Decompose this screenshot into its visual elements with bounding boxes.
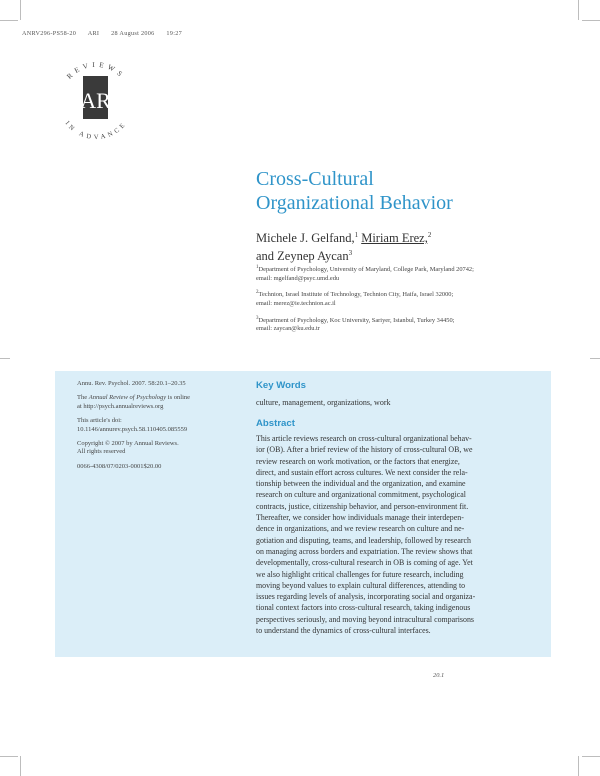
page-number: 20.1 — [433, 672, 445, 679]
online-journal: Annual Review of Psychology — [88, 394, 167, 402]
title-line-2: Organizational Behavior — [256, 192, 453, 214]
online-url[interactable]: at http://psych.annualreviews.org — [77, 402, 164, 410]
affiliations — [256, 264, 556, 340]
abstract-line: perspectives seriously, and moving beyond intracultural comparisons — [256, 614, 474, 624]
run-date: 28 August 2006 — [111, 30, 155, 37]
abstract-line: Thereafter, we consider how individuals manage their interdepen- — [256, 513, 464, 523]
abstract-line: tionship between the individual and the organization, and examine — [256, 479, 466, 489]
abstract-line: issues regarding levels of analysis, incorporating social and organiza- — [256, 592, 476, 602]
copyright-block — [77, 440, 227, 457]
affiliation-3 — [256, 315, 556, 334]
author-2-link[interactable]: Miriam Erez, — [361, 231, 428, 246]
abstract-line: review research on work motivation, or the factors that energize, — [256, 456, 460, 466]
abstract-line: to understand the dynamics of cross-cultural interfaces. — [256, 626, 431, 636]
svg-text:IN ADVANCE — [64, 120, 129, 141]
author-1: Michele J. Gelfand, — [256, 231, 355, 246]
publication-meta — [77, 380, 227, 477]
online-suffix: is online — [166, 394, 191, 402]
keywords-heading: Key Words — [256, 380, 306, 391]
abstract-line: research on culture and organizational commitment, psychological — [256, 490, 466, 500]
author-1-affil: 1 — [354, 231, 359, 239]
rights: All rights reserved — [77, 448, 126, 456]
abstract-line: developmentally, cross-cultural research in OB is coming of age. Yet — [256, 558, 473, 568]
author-3-affil: 3 — [348, 249, 353, 258]
affiliation-email: email: merez@ie.technion.ac.il — [256, 300, 336, 308]
article-title — [256, 167, 556, 215]
affiliation-text: Department of Psychology, University of Maryland, College Park, Maryland 20742; — [258, 266, 474, 274]
abstract-line: moving beyond values to explain cultural differences, attending to — [256, 580, 466, 590]
crop-mark — [0, 358, 10, 359]
reviews-in-advance-logo — [52, 55, 140, 143]
author-2-affil: 2 — [427, 231, 432, 239]
affiliation-text: Department of Psychology, Koc University, Sariyer, Istanbul, Turkey 34450; — [258, 316, 455, 324]
crop-mark — [0, 20, 18, 21]
crop-mark — [0, 756, 18, 757]
doi-block — [77, 417, 227, 434]
article-code: ANRV296-PS58-20 — [22, 30, 77, 37]
affiliation-email: email: zaycan@ku.edu.tr — [256, 325, 320, 333]
crop-mark — [578, 756, 579, 776]
abstract-line: ior (OB). After a brief review of the history of cross-cultural OB, we — [256, 445, 473, 455]
running-head — [22, 30, 192, 37]
affiliation-mark: 3 — [256, 315, 259, 321]
affiliation-email: email: mgelfand@psyc.umd.edu — [256, 274, 340, 282]
abstract-line: tional context factors into cross-cultural research, taking indigenous — [256, 603, 471, 613]
affiliation-1 — [256, 264, 556, 283]
logo-top-text: REVIEWS — [65, 60, 127, 81]
citation: Annu. Rev. Psychol. 2007. 58:20.1–20.35 — [77, 380, 186, 387]
abstract-heading: Abstract — [256, 418, 295, 429]
crop-mark — [20, 756, 21, 776]
abstract-line: gotiation and disputing, teams, and leadership, followed by research — [256, 535, 471, 545]
abstract-line: we also highlight critical challenges for future research, including — [256, 569, 464, 579]
abstract-line: on managing across borders and expatriation. The review shows that — [256, 546, 473, 556]
abstract-text — [256, 433, 506, 636]
author-3: and Zeynep Aycan — [256, 249, 349, 264]
crop-mark — [578, 0, 579, 20]
logo-letters: AR — [80, 88, 111, 113]
affiliation-text: Technion, Israel Institute of Technology, Technion City, Haifa, Israel 32000; — [258, 291, 454, 299]
crop-mark — [590, 358, 600, 359]
doi-value[interactable]: 10.1146/annurev.psych.58.110405.085559 — [77, 425, 188, 433]
online-prefix: The — [77, 394, 89, 402]
doi-label: This article's doi: — [77, 417, 122, 425]
crop-mark — [20, 0, 21, 20]
affiliation-2 — [256, 289, 556, 308]
run-time: 19:27 — [166, 30, 183, 37]
crop-mark — [582, 20, 600, 21]
journal-code: ARI — [87, 30, 100, 37]
affiliation-mark: 2 — [256, 290, 259, 296]
logo-bottom-text: IN ADVANCE — [63, 120, 129, 142]
crop-mark — [582, 756, 600, 757]
author-list — [256, 228, 576, 264]
abstract-line: direct, and sustain effort across cultures. We next consider the rela- — [256, 467, 468, 477]
abstract-line: This article reviews research on cross-cultural organizational behav- — [256, 434, 472, 443]
issn: 0066-4308/07/0203-0001$20.00 — [77, 462, 162, 470]
title-line-1: Cross-Cultural — [256, 168, 374, 190]
online-note — [77, 394, 227, 411]
keywords: culture, management, organizations, work — [256, 398, 391, 407]
affiliation-mark: 1 — [256, 265, 259, 270]
abstract-line: contracts, justice, citizenship behavior, and person-environment fit. — [256, 501, 469, 511]
copyright: Copyright © 2007 by Annual Reviews. — [77, 440, 179, 448]
abstract-line: dence in organizations, and we review research on culture and ne- — [256, 524, 465, 534]
